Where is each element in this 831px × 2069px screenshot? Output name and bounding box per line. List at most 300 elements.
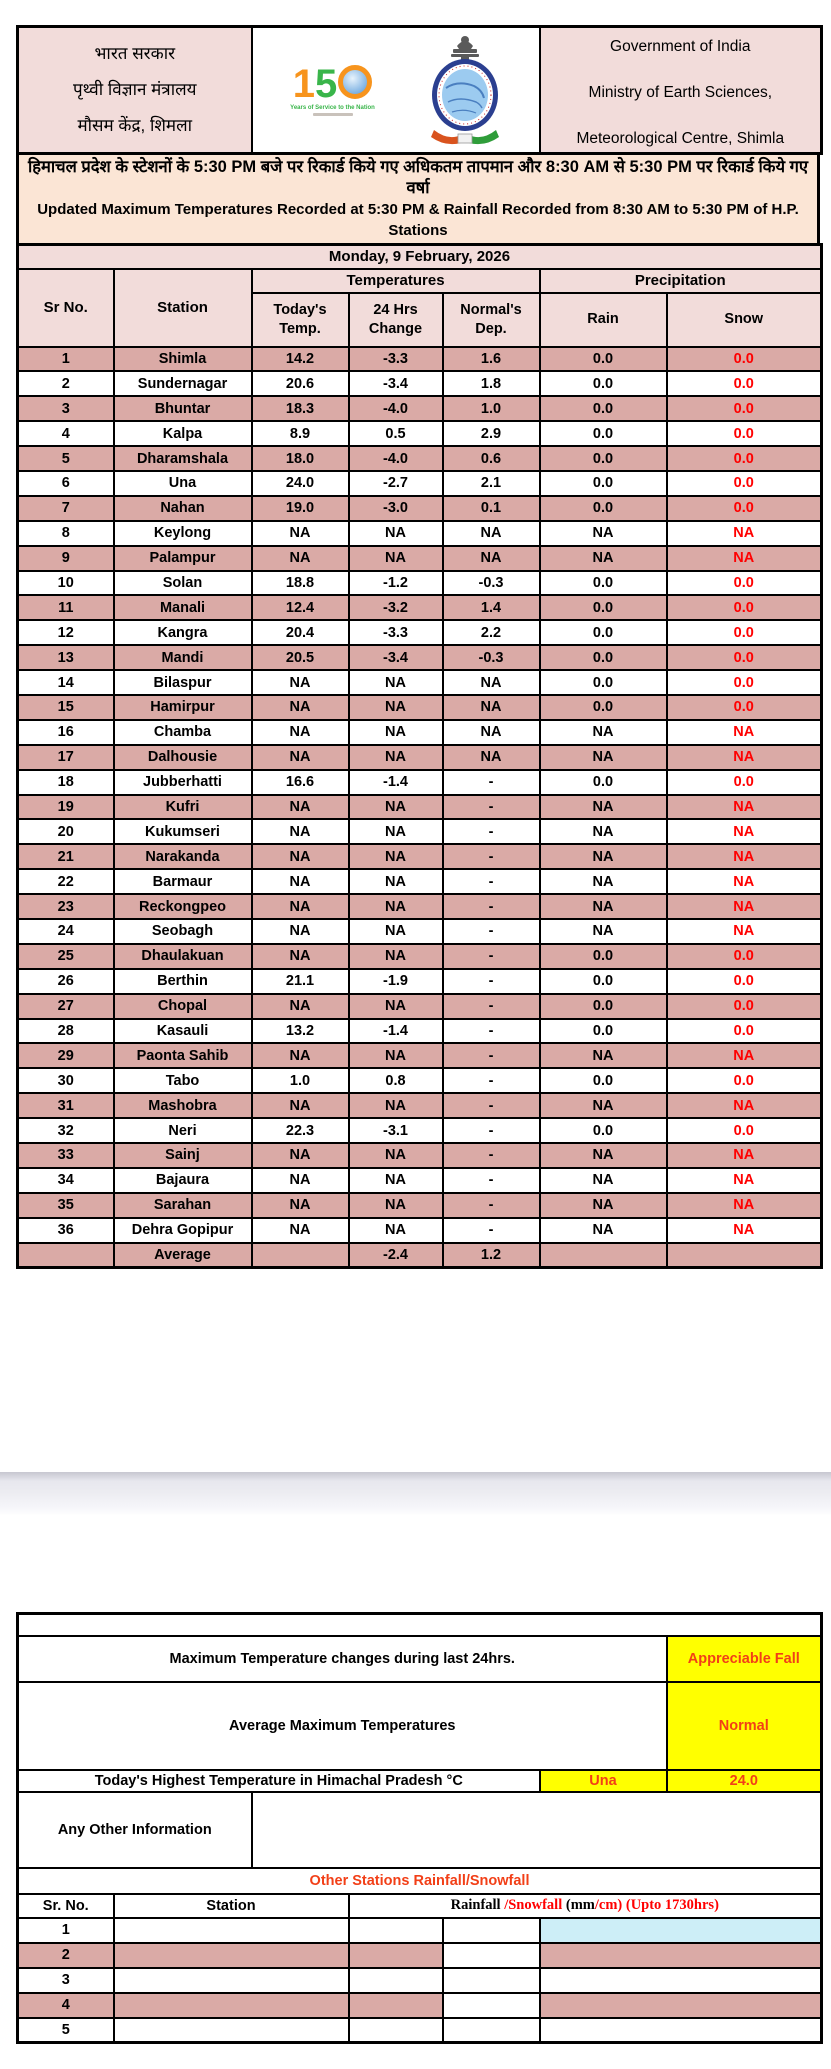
- station-row: [18, 1243, 822, 1268]
- cell-todays-temp: NA: [252, 1218, 349, 1243]
- cell-todays-temp: 14.2: [252, 347, 349, 372]
- cell-station: Dhaulakuan: [114, 944, 252, 969]
- os-cell-value-1: [349, 1968, 443, 1993]
- cell-normals-dep: -0.3: [443, 571, 540, 596]
- other-stations-title-row: [18, 1868, 822, 1894]
- cell-rain: 0.0: [540, 347, 667, 372]
- cell-todays-temp: 19.0: [252, 496, 349, 521]
- cell-24hrs-change: NA: [349, 944, 443, 969]
- cell-24hrs-change: NA: [349, 720, 443, 745]
- station-row: [18, 894, 822, 919]
- cell-snow: 0.0: [667, 371, 822, 396]
- cell-normals-dep: -: [443, 1093, 540, 1118]
- logo-digit-5: 5: [315, 61, 338, 106]
- cell-todays-temp: 18.8: [252, 571, 349, 596]
- cell-rain: NA: [540, 745, 667, 770]
- cell-24hrs-change: -4.0: [349, 396, 443, 421]
- cell-todays-temp: NA: [252, 670, 349, 695]
- cell-sr: 5: [18, 446, 114, 471]
- station-row: [18, 1019, 822, 1044]
- cell-station: Bhuntar: [114, 396, 252, 421]
- cell-station: Nahan: [114, 496, 252, 521]
- cell-todays-temp: NA: [252, 819, 349, 844]
- cell-rain: 0.0: [540, 695, 667, 720]
- cell-rain: 0.0: [540, 1019, 667, 1044]
- os-cell-value-3: [540, 2018, 822, 2043]
- cell-station: Dehra Gopipur: [114, 1218, 252, 1243]
- title-banner: [16, 152, 820, 246]
- cell-todays-temp: NA: [252, 1168, 349, 1193]
- cell-snow: 0.0: [667, 446, 822, 471]
- cell-snow: 0.0: [667, 496, 822, 521]
- org-hindi-line3: मौसम केंद्र, शिमला: [77, 115, 193, 135]
- cell-snow: NA: [667, 720, 822, 745]
- cell-sr: 31: [18, 1093, 114, 1118]
- cell-todays-temp: 18.3: [252, 396, 349, 421]
- cell-sr: 1: [18, 347, 114, 372]
- os-row: [18, 1918, 822, 1943]
- cell-snow: 0.0: [667, 695, 822, 720]
- cell-normals-dep: -: [443, 1019, 540, 1044]
- os-cell-sr: 1: [18, 1918, 114, 1943]
- cell-sr: 30: [18, 1068, 114, 1093]
- cell-station: Barmaur: [114, 869, 252, 894]
- cell-station: Sainj: [114, 1143, 252, 1168]
- station-row: [18, 371, 822, 396]
- cell-todays-temp: NA: [252, 869, 349, 894]
- cell-rain: NA: [540, 1043, 667, 1068]
- title-english: Updated Maximum Temperatures Recorded at 5:30 PM & Rainfall Recorded from 8:30 AM to 5:30 PM of H.P. Stations: [37, 200, 799, 239]
- cell-snow: 0.0: [667, 595, 822, 620]
- cell-24hrs-change: -1.2: [349, 571, 443, 596]
- cell-sr: 11: [18, 595, 114, 620]
- cell-normals-dep: NA: [443, 695, 540, 720]
- station-row: [18, 620, 822, 645]
- cell-snow: NA: [667, 919, 822, 944]
- cell-sr: 13: [18, 645, 114, 670]
- cell-snow: NA: [667, 1168, 822, 1193]
- cell-station: Chamba: [114, 720, 252, 745]
- org-english-line3: Meteorological Centre, Shimla: [576, 130, 785, 147]
- cell-24hrs-change: 0.5: [349, 421, 443, 446]
- cell-snow: 0.0: [667, 471, 822, 496]
- empty-cell: [18, 1614, 822, 1636]
- cell-station: Jubberhatti: [114, 770, 252, 795]
- cell-station: Chopal: [114, 994, 252, 1019]
- cell-normals-dep: 1.4: [443, 595, 540, 620]
- station-row: [18, 446, 822, 471]
- cell-24hrs-change: -3.4: [349, 371, 443, 396]
- cell-station: Reckongpeo: [114, 894, 252, 919]
- cell-normals-dep: -: [443, 1118, 540, 1143]
- cell-todays-temp: NA: [252, 844, 349, 869]
- cell-todays-temp: NA: [252, 894, 349, 919]
- station-rows: [18, 347, 822, 1268]
- cell-normals-dep: 1.6: [443, 347, 540, 372]
- other-stations-rows: [18, 1918, 822, 2043]
- bulletin-page-2: [16, 1612, 820, 2044]
- cell-rain: NA: [540, 1168, 667, 1193]
- summary-table: [16, 1612, 823, 2044]
- cell-todays-temp: 12.4: [252, 595, 349, 620]
- os-cell-value-2: [443, 1968, 540, 1993]
- station-row: [18, 396, 822, 421]
- cell-snow: 0.0: [667, 770, 822, 795]
- imd-150-years-logo: [290, 61, 376, 116]
- cell-rain: 0.0: [540, 496, 667, 521]
- cell-station: Bilaspur: [114, 670, 252, 695]
- cell-rain: NA: [540, 844, 667, 869]
- os-cell-value-3: [540, 1943, 822, 1968]
- cell-sr: 18: [18, 770, 114, 795]
- imd-emblem-icon: [428, 34, 502, 146]
- cell-snow: 0.0: [667, 944, 822, 969]
- cell-normals-dep: 1.2: [443, 1243, 540, 1268]
- station-row: [18, 844, 822, 869]
- station-row: [18, 1093, 822, 1118]
- cell-normals-dep: -: [443, 1143, 540, 1168]
- header-right-cell: [540, 27, 822, 154]
- cell-todays-temp: NA: [252, 1043, 349, 1068]
- cell-station: Dharamshala: [114, 446, 252, 471]
- page-break-separator: [0, 1472, 831, 1515]
- cell-station: Keylong: [114, 521, 252, 546]
- cell-24hrs-change: NA: [349, 1043, 443, 1068]
- cell-24hrs-change: NA: [349, 819, 443, 844]
- cell-normals-dep: 0.1: [443, 496, 540, 521]
- cell-sr: 3: [18, 396, 114, 421]
- date-row: [18, 245, 822, 269]
- os-cell-value-1: [349, 1943, 443, 1968]
- other-info-label: Any Other Information: [18, 1792, 252, 1868]
- rainfall-text: Rainfall: [450, 1897, 505, 1913]
- cell-rain: 0.0: [540, 645, 667, 670]
- cell-station: Average: [114, 1243, 252, 1268]
- cell-rain: NA: [540, 1218, 667, 1243]
- cell-rain: 0.0: [540, 620, 667, 645]
- station-row: [18, 795, 822, 820]
- station-row: [18, 1168, 822, 1193]
- cell-station: Paonta Sahib: [114, 1043, 252, 1068]
- os-cell-value-1: [349, 1918, 443, 1943]
- cell-normals-dep: -: [443, 919, 540, 944]
- cell-24hrs-change: -2.7: [349, 471, 443, 496]
- cell-sr: 27: [18, 994, 114, 1019]
- station-row: [18, 571, 822, 596]
- cell-station: Kangra: [114, 620, 252, 645]
- cell-normals-dep: -: [443, 770, 540, 795]
- cell-24hrs-change: -3.2: [349, 595, 443, 620]
- cell-station: Hamirpur: [114, 695, 252, 720]
- cell-24hrs-change: NA: [349, 695, 443, 720]
- cell-normals-dep: 0.6: [443, 446, 540, 471]
- cell-snow: NA: [667, 1143, 822, 1168]
- station-row: [18, 994, 822, 1019]
- cell-todays-temp: NA: [252, 1093, 349, 1118]
- cell-sr: 12: [18, 620, 114, 645]
- col-header-24hrs-change: 24 Hrs Change: [349, 293, 443, 347]
- os-cell-station: [114, 1968, 349, 1993]
- cell-24hrs-change: -4.0: [349, 446, 443, 471]
- os-cell-value-1: [349, 2018, 443, 2043]
- cell-sr: 33: [18, 1143, 114, 1168]
- station-row: [18, 869, 822, 894]
- cell-todays-temp: NA: [252, 546, 349, 571]
- cell-normals-dep: 1.8: [443, 371, 540, 396]
- cell-todays-temp: [252, 1243, 349, 1268]
- os-cell-sr: 2: [18, 1943, 114, 1968]
- cell-todays-temp: 22.3: [252, 1118, 349, 1143]
- header-left-cell: [18, 27, 252, 154]
- cell-normals-dep: -: [443, 1218, 540, 1243]
- station-row: [18, 944, 822, 969]
- os-cell-station: [114, 2018, 349, 2043]
- station-row: [18, 521, 822, 546]
- org-hindi-line1: भारत सरकार: [94, 43, 176, 63]
- cell-snow: 0.0: [667, 994, 822, 1019]
- cell-24hrs-change: NA: [349, 844, 443, 869]
- cell-sr: 16: [18, 720, 114, 745]
- cell-rain: 0.0: [540, 969, 667, 994]
- cell-snow: NA: [667, 819, 822, 844]
- cell-station: Seobagh: [114, 919, 252, 944]
- cell-snow: NA: [667, 1193, 822, 1218]
- cell-snow: 0.0: [667, 620, 822, 645]
- cell-normals-dep: 2.1: [443, 471, 540, 496]
- cell-snow: [667, 1243, 822, 1268]
- cell-station: Mandi: [114, 645, 252, 670]
- os-row: [18, 1943, 822, 1968]
- cell-station: Kufri: [114, 795, 252, 820]
- highest-temp-station: Una: [540, 1770, 667, 1792]
- cell-normals-dep: -: [443, 869, 540, 894]
- cell-snow: 0.0: [667, 396, 822, 421]
- logo-digit-1: 1: [292, 61, 316, 106]
- cell-snow: 0.0: [667, 421, 822, 446]
- station-row: [18, 819, 822, 844]
- col-header-rain: Rain: [540, 293, 667, 347]
- cell-station: Mashobra: [114, 1093, 252, 1118]
- cell-station: Sundernagar: [114, 371, 252, 396]
- mm-text: (mm: [562, 1897, 595, 1913]
- cell-todays-temp: NA: [252, 521, 349, 546]
- group-header-temperatures: Temperatures: [252, 269, 540, 293]
- cell-24hrs-change: NA: [349, 795, 443, 820]
- cell-24hrs-change: NA: [349, 919, 443, 944]
- os-row: [18, 2018, 822, 2043]
- cell-normals-dep: NA: [443, 745, 540, 770]
- col-header-sr: Sr No.: [18, 269, 114, 347]
- station-row: [18, 1193, 822, 1218]
- cell-sr: 7: [18, 496, 114, 521]
- cell-todays-temp: NA: [252, 1193, 349, 1218]
- col-header-normals-dep: Normal's Dep.: [443, 293, 540, 347]
- cell-sr: 15: [18, 695, 114, 720]
- os-cell-sr: 4: [18, 1993, 114, 2018]
- highest-temp-label: Today's Highest Temperature in Himachal Pradesh °C: [18, 1770, 540, 1792]
- max-change-label: Maximum Temperature changes during last 24hrs.: [18, 1636, 667, 1682]
- cell-rain: NA: [540, 1193, 667, 1218]
- cell-24hrs-change: NA: [349, 1218, 443, 1243]
- cell-sr: 34: [18, 1168, 114, 1193]
- cell-24hrs-change: -2.4: [349, 1243, 443, 1268]
- cell-rain: 0.0: [540, 471, 667, 496]
- cell-station: Neri: [114, 1118, 252, 1143]
- cell-24hrs-change: -3.1: [349, 1118, 443, 1143]
- col-header-todays-temp: Today's Temp.: [252, 293, 349, 347]
- cell-station: Solan: [114, 571, 252, 596]
- other-info-value: [252, 1792, 822, 1868]
- cell-24hrs-change: NA: [349, 869, 443, 894]
- group-header-precipitation: Precipitation: [540, 269, 822, 293]
- cell-rain: NA: [540, 869, 667, 894]
- os-row: [18, 1993, 822, 2018]
- cell-station: Tabo: [114, 1068, 252, 1093]
- upto-text: (Upto 1730hrs): [622, 1897, 719, 1913]
- cell-sr: 24: [18, 919, 114, 944]
- cell-sr: 28: [18, 1019, 114, 1044]
- cell-snow: NA: [667, 1218, 822, 1243]
- cell-24hrs-change: NA: [349, 521, 443, 546]
- cell-24hrs-change: NA: [349, 1193, 443, 1218]
- os-cell-value-2: [443, 1943, 540, 1968]
- cell-rain: NA: [540, 795, 667, 820]
- os-cell-station: [114, 1993, 349, 2018]
- cell-todays-temp: 13.2: [252, 1019, 349, 1044]
- cell-24hrs-change: 0.8: [349, 1068, 443, 1093]
- station-row: [18, 1218, 822, 1243]
- cell-24hrs-change: -3.0: [349, 496, 443, 521]
- cell-todays-temp: 18.0: [252, 446, 349, 471]
- cell-todays-temp: 20.5: [252, 645, 349, 670]
- cell-24hrs-change: NA: [349, 546, 443, 571]
- cell-todays-temp: 1.0: [252, 1068, 349, 1093]
- cell-normals-dep: 1.0: [443, 396, 540, 421]
- cell-snow: NA: [667, 894, 822, 919]
- max-change-value-badge: Appreciable Fall: [667, 1636, 822, 1682]
- cell-rain: 0.0: [540, 396, 667, 421]
- station-row: [18, 919, 822, 944]
- date-cell: Monday, 9 February, 2026: [18, 245, 822, 269]
- cell-snow: NA: [667, 795, 822, 820]
- highest-temp-row: [18, 1770, 822, 1792]
- cell-station: Kukumseri: [114, 819, 252, 844]
- cell-todays-temp: NA: [252, 695, 349, 720]
- cell-24hrs-change: NA: [349, 1143, 443, 1168]
- cm-text: /cm): [594, 1897, 623, 1913]
- station-row: [18, 670, 822, 695]
- cell-sr: 21: [18, 844, 114, 869]
- cell-snow: 0.0: [667, 670, 822, 695]
- cell-normals-dep: 2.9: [443, 421, 540, 446]
- cell-24hrs-change: -1.4: [349, 1019, 443, 1044]
- cell-rain: 0.0: [540, 670, 667, 695]
- cell-sr: 19: [18, 795, 114, 820]
- cell-rain: 0.0: [540, 446, 667, 471]
- header-table: [16, 25, 823, 155]
- average-max-label: Average Maximum Temperatures: [18, 1682, 667, 1770]
- cell-station: Shimla: [114, 347, 252, 372]
- cell-24hrs-change: NA: [349, 894, 443, 919]
- station-row: [18, 496, 822, 521]
- os-cell-value-2: [443, 2018, 540, 2043]
- cell-24hrs-change: -1.9: [349, 969, 443, 994]
- station-row: [18, 695, 822, 720]
- os-cell-value-3: [540, 1968, 822, 1993]
- station-row: [18, 347, 822, 372]
- logo-caption: Years of Service to the Nation: [290, 104, 375, 111]
- cell-snow: 0.0: [667, 969, 822, 994]
- cell-sr: 36: [18, 1218, 114, 1243]
- cell-todays-temp: NA: [252, 720, 349, 745]
- station-row: [18, 770, 822, 795]
- col-header-station: Station: [114, 269, 252, 347]
- cell-rain: 0.0: [540, 770, 667, 795]
- cell-24hrs-change: NA: [349, 670, 443, 695]
- cell-normals-dep: NA: [443, 546, 540, 571]
- station-row: [18, 720, 822, 745]
- cell-todays-temp: NA: [252, 745, 349, 770]
- col-header-snow: Snow: [667, 293, 822, 347]
- bulletin-page-1: [16, 25, 820, 1269]
- os-cell-value-1: [349, 1993, 443, 2018]
- os-col-sr: Sr. No.: [18, 1894, 114, 1918]
- station-row: [18, 645, 822, 670]
- cell-station: Narakanda: [114, 844, 252, 869]
- highest-temp-value: 24.0: [667, 1770, 822, 1792]
- cell-normals-dep: -: [443, 1168, 540, 1193]
- cell-todays-temp: NA: [252, 1143, 349, 1168]
- cell-sr: 26: [18, 969, 114, 994]
- max-change-row: [18, 1636, 822, 1682]
- cell-normals-dep: -: [443, 894, 540, 919]
- os-row: [18, 1968, 822, 1993]
- station-row: [18, 546, 822, 571]
- station-row: [18, 1118, 822, 1143]
- cell-rain: [540, 1243, 667, 1268]
- cell-rain: NA: [540, 546, 667, 571]
- cell-todays-temp: 16.6: [252, 770, 349, 795]
- cell-sr: 32: [18, 1118, 114, 1143]
- cell-station: Manali: [114, 595, 252, 620]
- cell-sr: 17: [18, 745, 114, 770]
- cell-normals-dep: -0.3: [443, 645, 540, 670]
- cell-normals-dep: 2.2: [443, 620, 540, 645]
- cell-station: Kasauli: [114, 1019, 252, 1044]
- org-hindi-line2: पृथ्वी विज्ञान मंत्रालय: [73, 79, 197, 99]
- cell-sr: 10: [18, 571, 114, 596]
- cell-rain: NA: [540, 1093, 667, 1118]
- cell-24hrs-change: NA: [349, 1093, 443, 1118]
- cell-rain: 0.0: [540, 595, 667, 620]
- cell-todays-temp: 8.9: [252, 421, 349, 446]
- os-col-station: Station: [114, 1894, 349, 1918]
- station-row: [18, 1143, 822, 1168]
- cell-snow: NA: [667, 1093, 822, 1118]
- cell-rain: 0.0: [540, 944, 667, 969]
- cell-rain: 0.0: [540, 421, 667, 446]
- cell-sr: 4: [18, 421, 114, 446]
- station-row: [18, 1068, 822, 1093]
- header-row: [18, 27, 822, 154]
- cell-sr: 23: [18, 894, 114, 919]
- cell-snow: 0.0: [667, 1019, 822, 1044]
- cell-sr: 35: [18, 1193, 114, 1218]
- cell-normals-dep: -: [443, 969, 540, 994]
- cell-todays-temp: NA: [252, 919, 349, 944]
- other-stations-header-row: [18, 1894, 822, 1918]
- cell-sr: 20: [18, 819, 114, 844]
